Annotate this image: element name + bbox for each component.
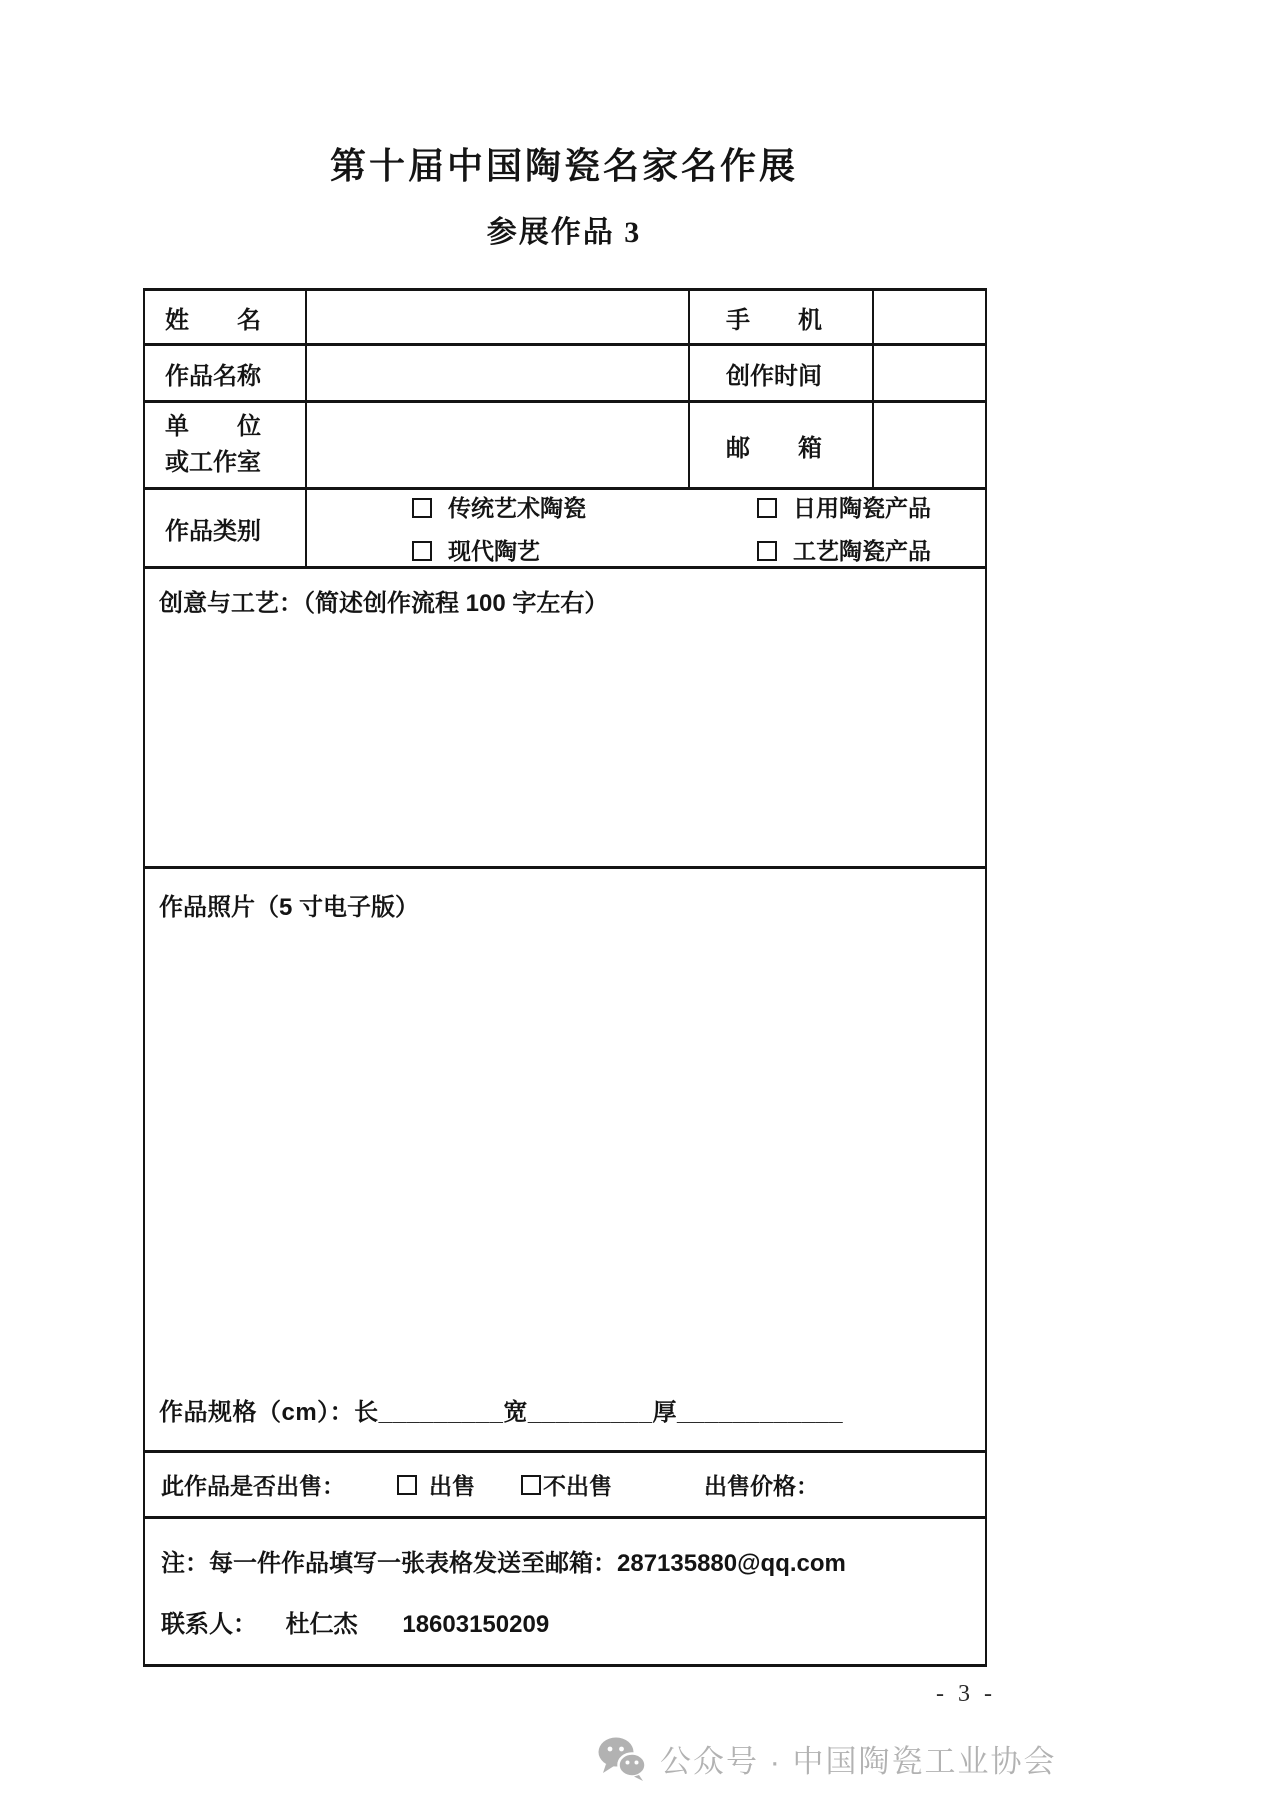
creativity-section[interactable] xyxy=(144,568,986,868)
page-number: - 3 - xyxy=(936,1681,996,1707)
sale-option-not-sell: 不出售 xyxy=(543,1473,612,1499)
unit-input-cell[interactable] xyxy=(306,402,689,489)
mobile-label: 手 机 xyxy=(689,290,873,345)
category-options-cell xyxy=(306,489,986,568)
category-option-label: 日用陶瓷产品 xyxy=(793,495,931,521)
work-title-label: 作品名称 xyxy=(144,345,306,402)
checkbox-not-sell[interactable] xyxy=(521,1475,541,1495)
row-name-mobile xyxy=(144,290,986,345)
name-label: 姓 名 xyxy=(144,290,306,345)
email-label: 邮 箱 xyxy=(689,402,873,489)
row-photo-spec xyxy=(144,868,986,1452)
wechat-icon xyxy=(596,1737,648,1781)
creativity-label: 创意与工艺：（简述创作流程 100 字左右） xyxy=(159,590,609,617)
checkbox-craft-ceramics[interactable] xyxy=(757,541,777,561)
watermark-text: 公众号 · 中国陶瓷工业协会 xyxy=(660,1744,1057,1779)
unit-label xyxy=(144,402,306,489)
row-category xyxy=(144,489,986,568)
checkbox-modern-ceramics[interactable] xyxy=(412,541,432,561)
category-option-modern xyxy=(412,533,757,566)
contact-line xyxy=(161,1604,969,1639)
contact-phone: 18603150209 xyxy=(402,1611,550,1638)
category-label: 作品类别 xyxy=(144,489,306,568)
row-creativity xyxy=(144,568,986,868)
category-option-traditional xyxy=(412,490,757,523)
name-input-cell[interactable] xyxy=(306,290,689,345)
notes-cell xyxy=(144,1518,986,1666)
category-option-label: 现代陶艺 xyxy=(448,538,540,564)
email-input-cell[interactable] xyxy=(873,402,986,489)
contact-name: 杜仁杰 xyxy=(285,1611,358,1638)
page-subtitle: 参展作品 3 xyxy=(486,216,642,249)
checkbox-traditional-art-ceramics[interactable] xyxy=(412,498,432,518)
row-worktitle-time xyxy=(144,345,986,402)
category-option-craft xyxy=(757,533,985,566)
creation-time-input-cell[interactable] xyxy=(873,345,986,402)
contact-label: 联系人： xyxy=(161,1611,257,1638)
note-line-1: 注：每一件作品填写一张表格发送至邮箱：287135880@qq.com xyxy=(161,1550,846,1577)
sale-price-label: 出售价格： xyxy=(704,1473,819,1499)
sale-label: 此作品是否出售： xyxy=(161,1473,345,1499)
category-option-label: 工艺陶瓷产品 xyxy=(793,538,931,564)
unit-label-line2: 或工作室 xyxy=(165,449,261,476)
entry-form-table xyxy=(143,288,987,1667)
work-title-input-cell[interactable] xyxy=(306,345,689,402)
unit-label-line1: 单 位 xyxy=(165,413,261,440)
spec-line: 作品规格（cm）：长_________宽_________厚____________ xyxy=(159,1399,844,1426)
category-option-label: 传统艺术陶瓷 xyxy=(448,495,586,521)
photo-section[interactable] xyxy=(144,868,986,1452)
sale-row xyxy=(144,1452,986,1518)
checkbox-daily-use-ceramics[interactable] xyxy=(757,498,777,518)
watermark-footer xyxy=(596,1736,1057,1781)
mobile-input-cell[interactable] xyxy=(873,290,986,345)
photo-label: 作品照片（5 寸电子版） xyxy=(159,894,420,921)
checkbox-sell[interactable] xyxy=(397,1475,417,1495)
page-title: 第十届中国陶瓷名家名作展 xyxy=(329,146,798,186)
row-notes xyxy=(144,1518,986,1666)
row-sale xyxy=(144,1452,986,1518)
sale-option-sell: 出售 xyxy=(429,1473,475,1499)
category-option-daily-use xyxy=(757,490,985,523)
creation-time-label: 创作时间 xyxy=(689,345,873,402)
row-unit-email xyxy=(144,402,986,489)
